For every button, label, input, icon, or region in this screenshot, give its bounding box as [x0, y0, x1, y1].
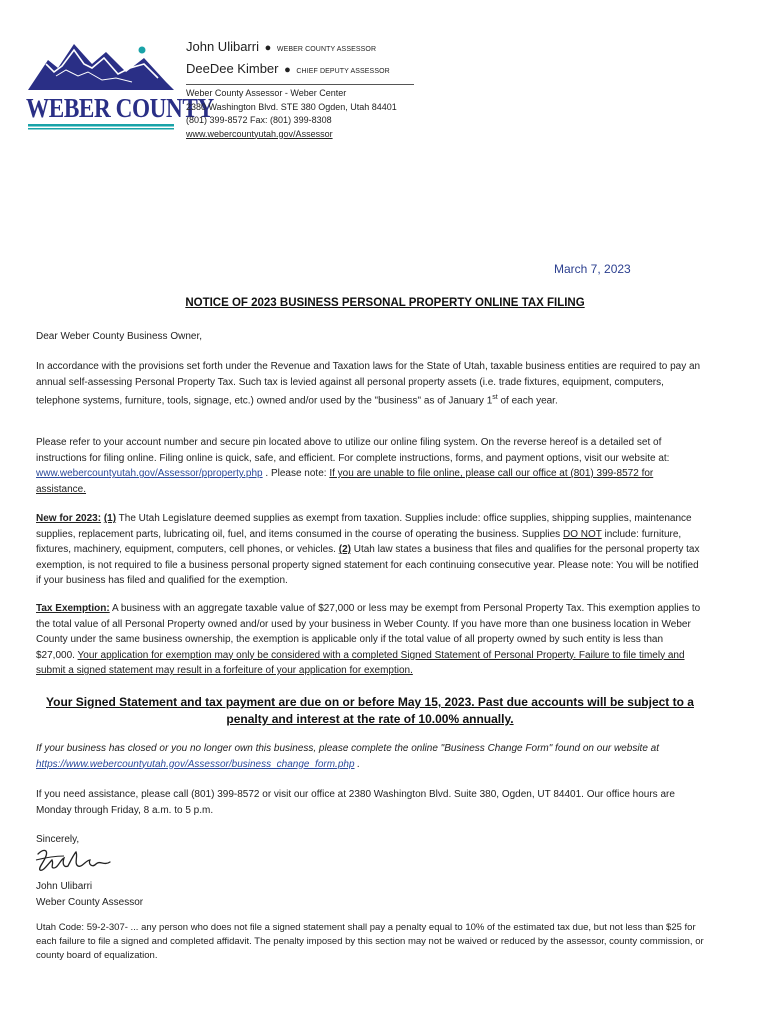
assessor-role: WEBER COUNTY ASSESSOR	[276, 46, 377, 53]
office-website-link[interactable]: www.webercountyutah.gov/Assessor	[186, 128, 333, 139]
signature-icon	[34, 846, 114, 876]
do-not-emphasis: DO NOT	[562, 528, 602, 540]
bullet-icon: ●	[264, 42, 272, 54]
new-for-2023-label: New for 2023:	[36, 513, 102, 524]
para2-text: Please refer to your account number and secure pin located above to utilize our online filing system. On the reverse hereof is a detailed set of instructions for filing online. Filing online is quick, safe, and efficient. For complete instructions, forms, and payment options, visit our website at:	[36, 437, 670, 464]
paragraph-business-closed	[36, 741, 704, 772]
para3-text-a: The Utah Legislature deemed supplies as exempt from taxation. Supplies include: office supplies, shipping supplies, maintenance supplies, replacement parts, lubricating oil, fuel, and items consumed in the course of operating the business. Supplies	[36, 513, 692, 540]
paragraph-assistance	[36, 787, 704, 818]
item-1-marker: (1)	[103, 513, 117, 524]
paragraph-online-filing	[36, 435, 704, 497]
deputy-name: DeeDee Kimber	[186, 61, 279, 76]
para2-underlined-note: If you are unable to file online, please call our office at (801) 399-8572 for assistance.	[36, 468, 654, 495]
salutation	[36, 329, 704, 345]
signature-block	[36, 879, 704, 910]
business-change-form-link[interactable]: https://www.webercountyutah.gov/Assessor/business_change_form.php	[36, 758, 355, 770]
salutation-text: Dear Weber County Business Owner,	[36, 331, 203, 342]
header-divider	[186, 84, 414, 85]
notice-title: NOTICE OF 2023 BUSINESS PERSONAL PROPERTY ONLINE TAX FILING	[185, 297, 585, 309]
letter-date: March 7, 2023	[554, 262, 631, 276]
para4-underlined-text: Your application for exemption may only be considered with a completed Signed Statement of Personal Property. Failure to file timely and submit a signed statement may result in a forfeiture of your application for exemption.	[36, 649, 685, 676]
assistance-text: If you need assistance, please call (801) 399-8572 or visit our office at 2380 Washington Blvd. Suite 380, Ogden, UT 84401. Our office hours are Monday through Friday, 8 a.m. to 5 p.m.	[36, 789, 675, 816]
deputy-role: CHIEF DEPUTY ASSESSOR	[296, 68, 390, 75]
para1-superscript: st	[492, 394, 498, 401]
office-address: 2380 Washington Blvd. STE 380 Ogden, Utah 84401	[186, 101, 397, 112]
tax-exemption-label: Tax Exemption:	[36, 603, 110, 614]
due-date-notice: Your Signed Statement and tax payment are due on or before May 15, 2023. Past due accounts will be subject to a penalty and interest at the rate of 10.00% annually.	[46, 695, 694, 726]
closed-notice-end: .	[354, 758, 361, 770]
letterhead-info	[186, 37, 416, 141]
utah-code-footnote	[36, 921, 704, 963]
para1-text: In accordance with the provisions set forth under the Revenue and Taxation laws for the State of Utah, taxable business entities are required to pay an annual self-assessing Personal Property Tax. Such tax is levied against all personal property assets (i.e. trade fixtures, equipment, computers, telephone systems, furniture, tools, signage, etc.) owned and/or used by the "business" as of January 1	[36, 361, 701, 407]
item-2-marker: (2)	[338, 544, 351, 555]
utah-code-text: Utah Code: 59-2-307- ... any person who does not file a signed statement shall pay a penalty equal to 10% of the estimated tax due, but not less than $25 for each failure to file a signed and completed affidavit. The penalty imposed by this section may not be waived or reduced by the assessor, county commission, or county board of equalization.	[36, 922, 704, 961]
weber-county-logo	[26, 38, 214, 130]
para3-text-b: include: furniture, fixtures, machinery, equipment, computers, cell phones, or vehicles.	[36, 528, 682, 555]
office-name: Weber County Assessor - Weber Center	[186, 88, 347, 98]
logo-wordmark: WEBER COUNTY	[26, 93, 214, 123]
para2-note-label: . Please note:	[262, 468, 330, 479]
closing-text: Sincerely,	[36, 834, 80, 845]
pproperty-link[interactable]: www.webercountyutah.gov/Assessor/pproperty.php	[36, 468, 263, 479]
closing	[36, 832, 704, 848]
closed-notice-text: If your business has closed or you no longer own this business, please complete the online "Business Change Form" found on our website at	[36, 743, 660, 754]
signer-title: Weber County Assessor	[36, 896, 144, 908]
paragraph-tax-exemption	[36, 601, 704, 679]
handwritten-signature	[34, 846, 114, 881]
signer-name: John Ulibarri	[36, 881, 93, 892]
assessor-line	[186, 37, 416, 59]
para3-text-c: Utah law states a business that files and qualifies for the personal property tax exemption, is not required to file a business personal property signed statement for each continuing consecutive year. Please note: You will be notified if your business has filed and qualified for the exemption.	[36, 544, 700, 586]
assessor-name: John Ulibarri	[186, 39, 259, 54]
para4-text: A business with an aggregate taxable value of $27,000 or less may be exempt from Personal Property Tax. This exemption applies to the total value of all Personal Property owned and/or used by your business in Weber County. If you have more than one business location in Weber County under the same business ownership, the exemption is applicable only if the total value of all property owned by such entity is less than $27,000.	[36, 603, 701, 661]
paragraph-tax-requirement	[36, 359, 704, 409]
paragraph-new-for-2023	[36, 511, 704, 589]
bullet-icon: ●	[284, 64, 291, 76]
office-phone-fax: (801) 399-8572 Fax: (801) 399-8308	[186, 115, 332, 125]
deputy-line	[186, 59, 416, 81]
para1-text-end: of each year.	[497, 395, 558, 407]
